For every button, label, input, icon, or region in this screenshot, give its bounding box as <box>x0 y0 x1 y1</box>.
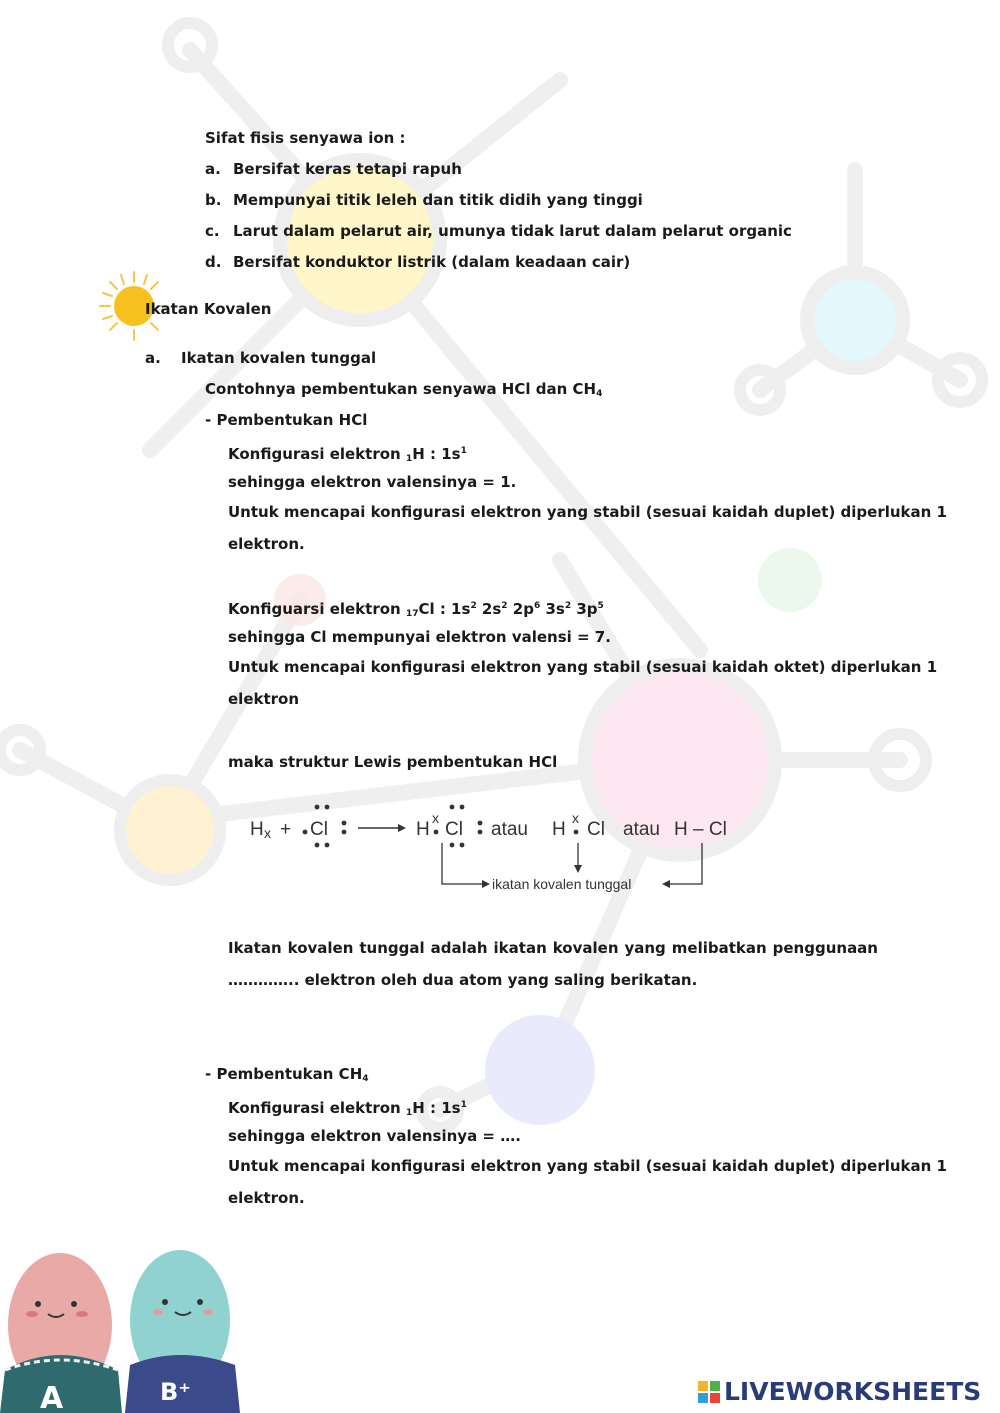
definition-line1: Ikatan kovalen tunggal adalah ikatan kovalen yang melibatkan penggunaan <box>228 939 878 957</box>
ch4-title: - Pembentukan $CH_4$ <box>205 1065 369 1084</box>
list-marker: a. <box>205 160 221 178</box>
lewis-h-cl-line: H – Cl <box>674 819 727 840</box>
lewis-h2-electron: x <box>432 810 439 826</box>
cl-config: Konfiguarsi elektron $_{17}$Cl : $1s^2$ $2s^2$ $2p^6$ $3s^2$ $3p^5$ <box>228 600 604 619</box>
list-item: Bersifat konduktor listrik (dalam keadaan cair) <box>233 253 631 271</box>
lewis-structure-hcl-diagram <box>240 795 740 905</box>
cl-need-line2: elektron <box>228 690 300 708</box>
ch4-h-config: Konfigurasi elektron $_1$H : $1s^1$ <box>228 1099 467 1118</box>
lewis-atau2: atau <box>623 819 660 840</box>
lewis-h-electron: x <box>264 825 271 841</box>
lewis-cl: Cl <box>310 819 328 840</box>
ch4-need-line2: elektron. <box>228 1189 305 1207</box>
lewis-h2: H <box>416 819 430 840</box>
lewis-h3: H <box>552 819 566 840</box>
svg-text:A: A <box>40 1381 64 1413</box>
cl-need-line1: Untuk mencapai konfigurasi elektron yang stabil (sesuai kaidah oktet) diperlukan 1 <box>228 658 938 676</box>
list-item: Bersifat keras tetapi rapuh <box>233 160 462 178</box>
lewis-plus: + <box>280 819 292 840</box>
list-item: Larut dalam pelarut air, umunya tidak larut dalam pelarut organic <box>233 222 792 240</box>
hcl-title: - Pembentukan HCl <box>205 411 368 429</box>
h-need-line2: elektron. <box>228 535 305 553</box>
svg-text:B⁺: B⁺ <box>160 1378 191 1406</box>
list-marker: b. <box>205 191 222 209</box>
lewis-cl2: Cl <box>445 819 463 840</box>
ch4-h-valence: sehingga elektron valensinya = …. <box>228 1127 521 1145</box>
lewis-caption: ikatan kovalen tunggal <box>492 876 632 892</box>
list-marker: d. <box>205 253 222 271</box>
lewis-intro: maka struktur Lewis pembentukan HCl <box>228 753 558 771</box>
example-text: Contohnya pembentukan senyawa HCl dan $CH_4$ <box>205 380 603 399</box>
brand-name: LIVEWORKSHEETS <box>724 1377 982 1406</box>
list-marker: c. <box>205 222 220 240</box>
lewis-h: H <box>250 819 264 840</box>
lewis-cl3: Cl <box>587 819 605 840</box>
mascot-illustration <box>0 1230 260 1413</box>
h-need-line1: Untuk mencapai konfigurasi elektron yang stabil (sesuai kaidah duplet) diperlukan 1 <box>228 503 947 521</box>
h-config: Konfigurasi elektron $_1$H : $1s^1$ <box>228 445 467 464</box>
section-heading-covalent: Ikatan Kovalen <box>145 300 272 318</box>
definition-line2: ………….. elektron oleh dua atom yang saling berikatan. <box>228 971 698 989</box>
ch4-need-line1: Untuk mencapai konfigurasi elektron yang stabil (sesuai kaidah duplet) diperlukan 1 <box>228 1157 947 1175</box>
section-heading-ion-properties: Sifat fisis senyawa ion : <box>205 129 406 147</box>
lewis-h3-electron: x <box>572 810 579 826</box>
sub-heading-single-covalent: Ikatan kovalen tunggal <box>181 349 377 367</box>
cl-valence: sehingga Cl mempunyai elektron valensi = 7. <box>228 628 611 646</box>
reaction-arrow-head <box>398 824 406 832</box>
list-item: Mempunyai titik leleh dan titik didih yang tinggi <box>233 191 643 209</box>
sub-marker: a. <box>145 349 161 367</box>
lewis-atau1: atau <box>491 819 528 840</box>
liveworksheets-logo-icon <box>698 1381 720 1403</box>
h-valence: sehingga elektron valensinya = 1. <box>228 473 517 491</box>
